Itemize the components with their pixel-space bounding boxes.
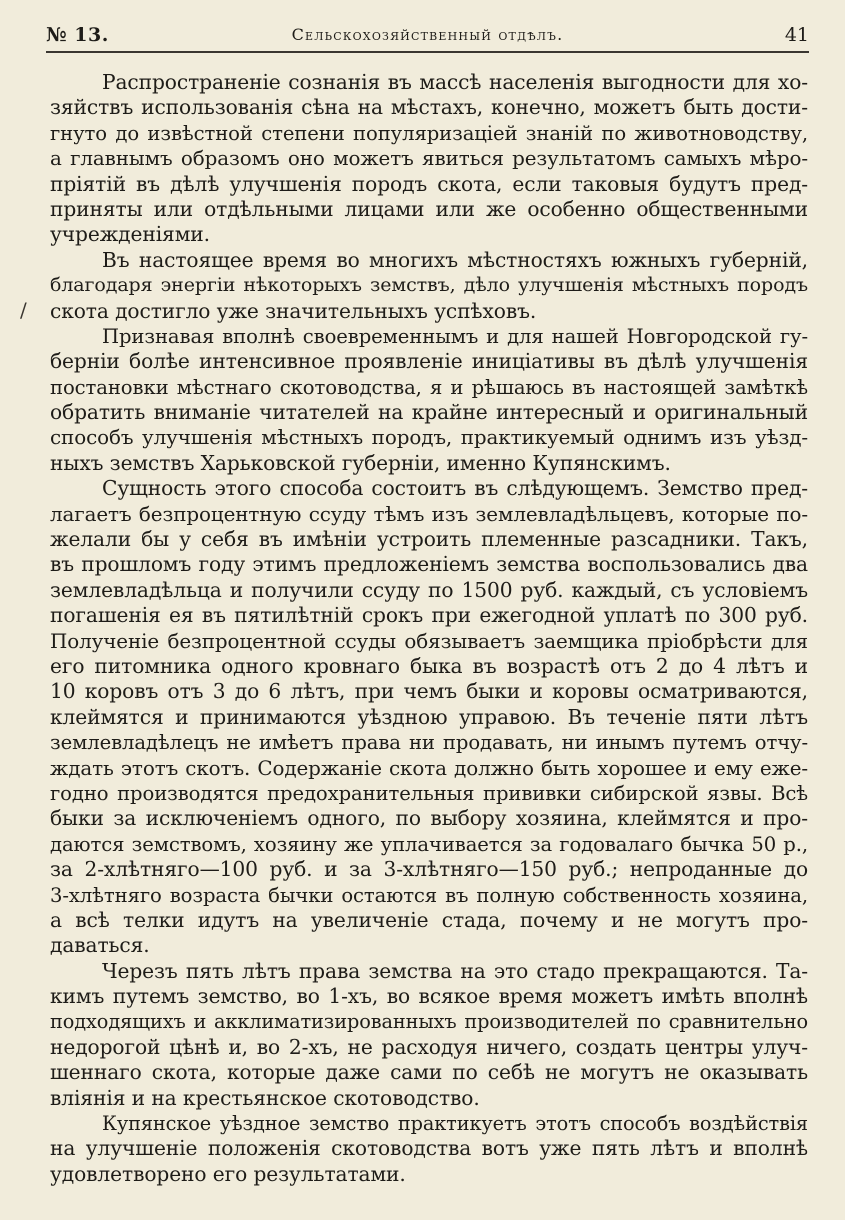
text-line: даются земствомъ, хозяину же уплачивается за годовалаго бычка 50 р., <box>50 832 808 856</box>
text-line: даваться. <box>50 933 150 958</box>
text-line: ждать этотъ скотъ. Содержаніе скота должно быть хорошее и ему еже- <box>50 756 808 780</box>
text-line: Черезъ пять лѣтъ права земства на это стадо прекращаются. Та- <box>102 958 808 983</box>
article-body <box>50 70 808 1187</box>
text-line: землевладѣльца и получили ссуду по 1500 руб. каждый, съ условіемъ <box>50 577 808 602</box>
header-rule <box>46 51 809 53</box>
text-line: зяйствъ использованія сѣна на мѣстахъ, конечно, можетъ быть дости- <box>50 95 808 120</box>
text-line: скота достигло уже значительныхъ успѣховъ. <box>50 298 537 323</box>
text-line: Въ настоящее время во многихъ мѣстностяхъ южныхъ губерній, <box>102 247 808 272</box>
text-line: удовлетворено его результатами. <box>50 1161 406 1186</box>
text-line: погашенія ея въ пятилѣтній срокъ при ежегодной уплатѣ по 300 руб. <box>50 603 808 628</box>
text-line: Признавая вполнѣ своевременнымъ и для нашей Новгородской гу- <box>102 324 808 348</box>
text-line: способъ улучшенія мѣстныхъ породъ, практикуемый однимъ изъ уѣзд- <box>50 426 808 450</box>
paragraph <box>50 324 808 476</box>
text-line: за 2-хлѣтняго—100 руб. и за 3-хлѣтняго—150 руб.; непроданные до <box>50 857 808 882</box>
text-line: приняты или отдѣльными лицами или же особенно общественными <box>50 196 808 221</box>
running-header <box>46 22 809 48</box>
text-line: ныхъ земствъ Харьковской губерніи, именно Купянскимъ. <box>50 450 671 475</box>
text-line: учрежденіями. <box>50 222 210 247</box>
text-line: обратить вниманіе читателей на крайне интересный и оригинальный <box>50 400 808 425</box>
paragraph <box>50 959 808 1111</box>
text-line: Сущность этого способа состоитъ въ слѣдующемъ. Земство пред- <box>102 476 808 501</box>
text-line: лагаетъ безпроцентную ссуду тѣмъ изъ землевладѣльцевъ, которые по- <box>50 502 808 526</box>
paragraph <box>50 248 808 324</box>
text-line: Полученіе безпроцентной ссуды обязываетъ заемщика пріобрѣсти для <box>50 629 808 653</box>
text-line: гнуто до извѣстной степени популяризаціей знаній по животноводству, <box>50 121 808 145</box>
paragraph <box>50 476 808 958</box>
margin-mark: / <box>20 298 27 322</box>
text-line: благодаря энергіи нѣкоторыхъ земствъ, дѣло улучшенія мѣстныхъ породъ <box>50 274 808 297</box>
text-line: клеймятся и принимаются уѣздною управою. Въ теченіе пяти лѣтъ <box>50 704 808 729</box>
paragraph <box>50 1111 808 1187</box>
issue-number: № 13. <box>46 24 109 46</box>
text-line: Купянское уѣздное земство практикуетъ этотъ способъ воздѣйствія <box>102 1112 808 1136</box>
text-line: въ прошломъ году этимъ предложеніемъ земства воспользовались два <box>50 552 808 577</box>
text-line: Распространеніе сознанія въ массѣ населенія выгодности для хо- <box>102 70 808 94</box>
text-line: пріятій въ дѣлѣ улучшенія породъ скота, если таковыя будутъ пред- <box>50 171 808 196</box>
paragraph <box>50 70 808 248</box>
text-line: желали бы у себя въ имѣніи устроить племенные разсадники. Такъ, <box>50 527 808 552</box>
text-line: а главнымъ образомъ оно можетъ явиться результатомъ самыхъ мѣро- <box>50 147 808 171</box>
text-line: на улучшеніе положенія скотоводства вотъ уже пять лѣтъ и вполнѣ <box>50 1136 808 1161</box>
text-line: подходящихъ и акклиматизированныхъ производителей по сравнительно <box>50 1010 808 1034</box>
section-title: Сельскохозяйственный отдѣлъ. <box>291 25 564 44</box>
text-line: постановки мѣстнаго скотоводства, я и рѣшаюсь въ настоящей замѣткѣ <box>50 375 808 399</box>
text-line: землевладѣлецъ не имѣетъ права ни продавать, ни инымъ путемъ отчу- <box>50 731 808 755</box>
text-line: кимъ путемъ земство, во 1-хъ, во всякое время можетъ имѣть вполнѣ <box>50 984 808 1009</box>
text-line: недорогой цѣнѣ и, во 2-хъ, не расходуя ничего, создать центры улуч- <box>50 1034 808 1059</box>
text-line: быки за исключеніемъ одного, по выбору хозяина, клеймятся и про- <box>50 806 808 831</box>
text-line: вліянія и на крестьянское скотоводство. <box>50 1085 480 1110</box>
text-line: шеннаго скота, которые даже сами по себѣ не могутъ не оказывать <box>50 1060 808 1085</box>
text-line: 3-хлѣтняго возраста бычки остаются въ полную собственность хозяина, <box>50 883 808 907</box>
text-line: а всѣ телки идутъ на увеличеніе стада, почему и не могутъ про- <box>50 907 808 932</box>
text-line: его питомника одного кровнаго быка въ возрастѣ отъ 2 до 4 лѣтъ и <box>50 653 808 678</box>
text-line: 10 коровъ отъ 3 до 6 лѣтъ, при чемъ быки и коровы осматриваются, <box>50 679 808 704</box>
page-number: 41 <box>784 24 809 46</box>
text-line: берніи болѣе интенсивное проявленіе иниціативы въ дѣлѣ улучшенія <box>50 349 808 374</box>
text-line: годно производятся предохранительныя прививки сибирской язвы. Всѣ <box>50 781 808 805</box>
